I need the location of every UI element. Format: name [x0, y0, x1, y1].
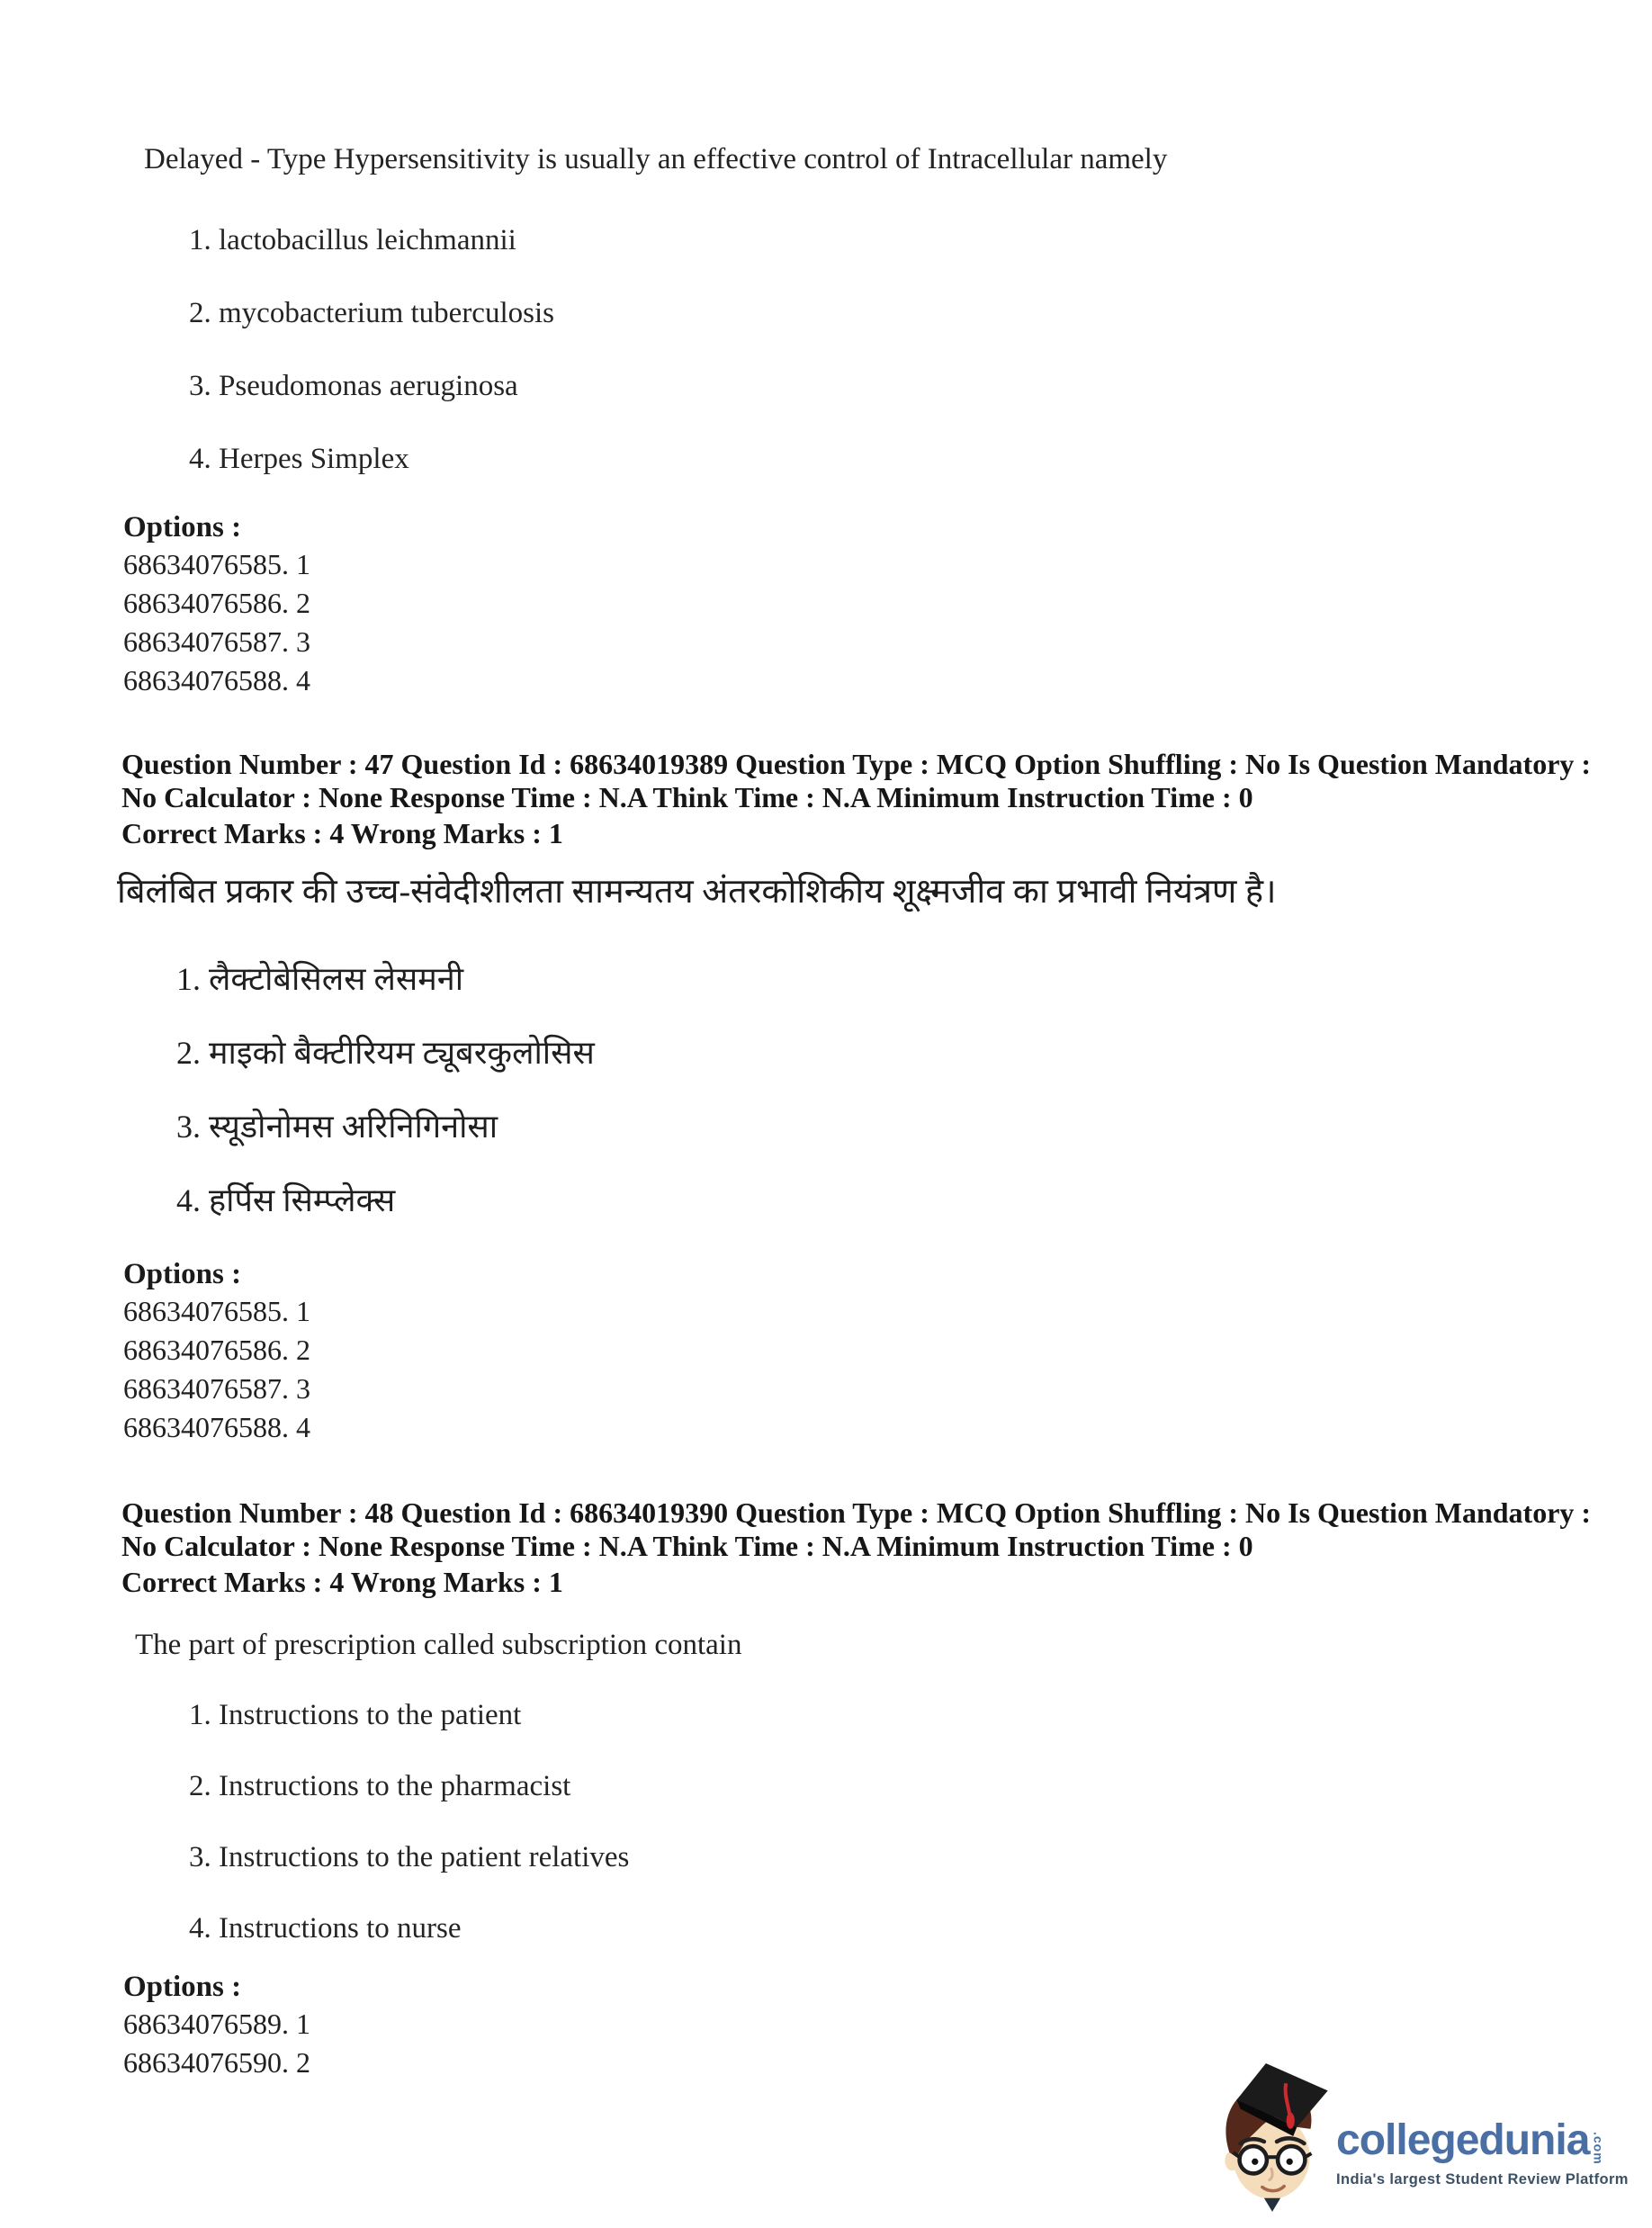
- choice-list-47-en: [0, 222, 1652, 477]
- question-text-47-hi: बिलंबित प्रकार की उच्च-संवेदीशीलता सामन्यतय अंतरकोशिकीय शूक्ष्मजीव का प्रभावी नियंत्रण है।: [117, 873, 1277, 911]
- option-id-row: 68634076589. 1: [123, 2008, 310, 2040]
- brand-row: [1336, 2116, 1629, 2165]
- options-label: Options :: [123, 1971, 242, 2003]
- meta-line: Question Number : 48 Question Id : 68634019390 Question Type : MCQ Option Shuffling : No Is Question Mandatory :: [121, 1496, 1592, 1529]
- brand-domain: .com: [1591, 2132, 1606, 2165]
- mascot-graduate-icon: [1217, 2063, 1331, 2218]
- question-meta-48: [121, 1496, 1652, 1599]
- choice-list-48-en: [0, 1697, 1652, 1946]
- collegedunia-logo: [1217, 2063, 1644, 2225]
- logo-text-block: [1336, 2063, 1629, 2188]
- choice-item: 2. माइको बैक्टीरियम ट्यूबरकुलोसिस: [176, 1035, 595, 1071]
- choice-item: 1. lactobacillus leichmannii: [189, 224, 516, 256]
- option-id-row: 68634076586. 2: [123, 587, 310, 619]
- option-id-list-47-en: [0, 545, 1652, 700]
- choice-item: 2. Instructions to the pharmacist: [189, 1770, 571, 1802]
- option-id-row: 68634076590. 2: [123, 2046, 310, 2079]
- meta-line: No Calculator : None Response Time : N.A Think Time : N.A Minimum Instruction Time : 0: [121, 781, 1253, 813]
- choice-list-47-hi: [0, 957, 1652, 1222]
- option-id-row: 68634076587. 3: [123, 1372, 310, 1405]
- option-id-row: 68634076585. 1: [123, 1295, 310, 1327]
- option-id-list-47-hi: [0, 1292, 1652, 1447]
- option-id-row: 68634076586. 2: [123, 1334, 310, 1366]
- question-text-48-en: The part of prescription called subscription contain: [135, 1629, 742, 1661]
- option-id-row: 68634076588. 4: [123, 664, 310, 696]
- choice-item: 3. स्यूडोनोमस अरिनिगिनोसा: [176, 1109, 498, 1145]
- question-text-47-en: Delayed - Type Hypersensitivity is usually an effective control of Intracellular namely: [144, 143, 1168, 175]
- meta-line: No Calculator : None Response Time : N.A Think Time : N.A Minimum Instruction Time : 0: [121, 1530, 1253, 1562]
- option-id-row: 68634076587. 3: [123, 625, 310, 658]
- question-meta-47: [121, 748, 1652, 850]
- options-label: Options :: [123, 1258, 242, 1290]
- meta-marks-line: Correct Marks : 4 Wrong Marks : 1: [121, 1566, 563, 1598]
- choice-item: 4. Instructions to nurse: [189, 1912, 462, 1945]
- meta-marks-line: Correct Marks : 4 Wrong Marks : 1: [121, 817, 563, 849]
- option-id-row: 68634076585. 1: [123, 548, 310, 580]
- choice-item: 2. mycobacterium tuberculosis: [189, 297, 554, 329]
- choice-item: 4. Herpes Simplex: [189, 443, 409, 475]
- brand-tagline: India's largest Student Review Platform: [1336, 2170, 1629, 2188]
- choice-item: 1. लैक्टोबेसिलस लेसमनी: [176, 961, 464, 997]
- choice-item: 1. Instructions to the patient: [189, 1699, 522, 1731]
- choice-item: 4. हर्पिस सिम्प्लेक्स: [176, 1182, 396, 1218]
- brand-wordmark: collegedunia: [1336, 2116, 1590, 2164]
- choice-item: 3. Pseudomonas aeruginosa: [189, 370, 518, 402]
- meta-line: Question Number : 47 Question Id : 68634019389 Question Type : MCQ Option Shuffling : No Is Question Mandatory :: [121, 748, 1592, 780]
- options-label: Options :: [123, 511, 242, 544]
- option-id-row: 68634076588. 4: [123, 1411, 310, 1443]
- choice-item: 3. Instructions to the patient relatives: [189, 1841, 630, 1873]
